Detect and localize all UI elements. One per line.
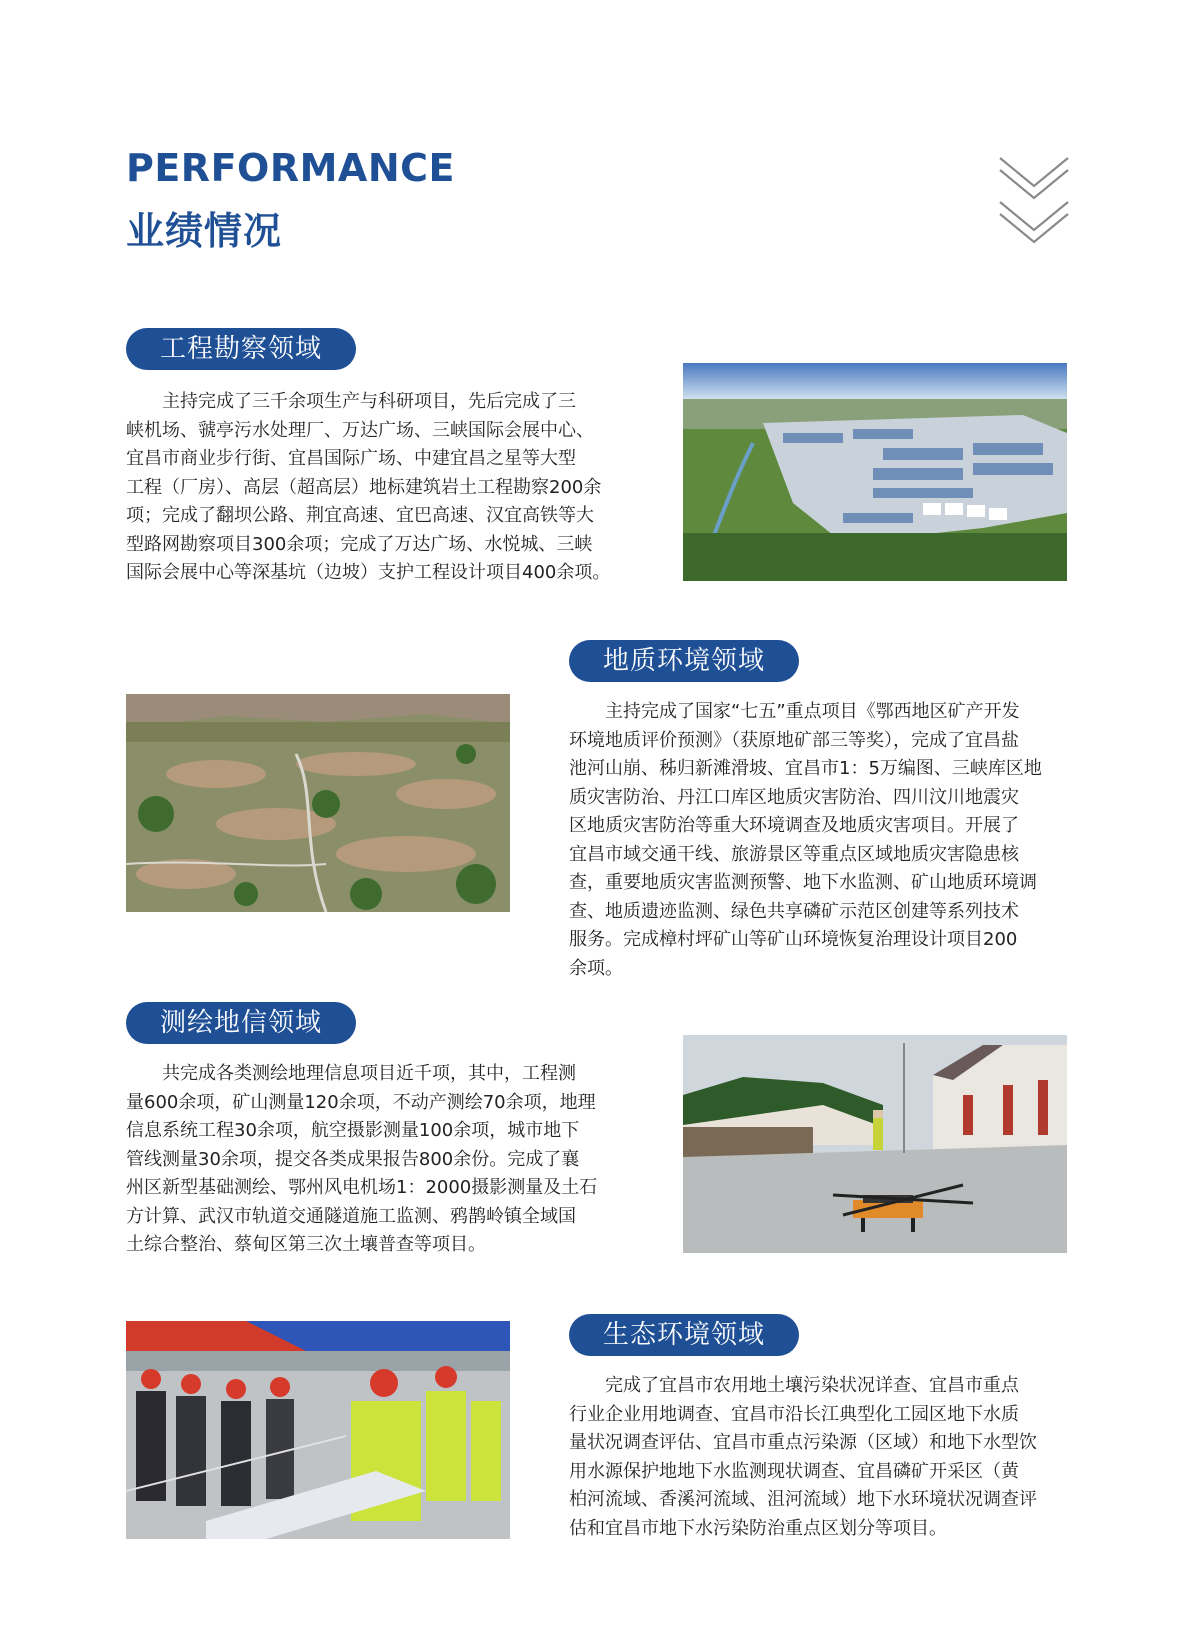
section-heading-engineering: 工程勘察领域 — [126, 328, 356, 370]
section-text-ecology: 完成了宜昌市农用地土壤污染状况详查、宜昌市重点 行业企业用地调查、宜昌市沿长江典型化工园区地下水质 量状况调查评估、宜昌市重点污染源（区域）和地下水型饮 用水源保护地地下水监测现状调查、宜昌磷矿开采区（黄 柏河流域、香溪河流域、沮河流域）地下水环境状况调查评 估和宜昌市地下水污染防治重点区划分等项目。 — [569, 1375, 1037, 1539]
section-text-surveying: 共完成各类测绘地理信息项目近千项，其中，工程测 量600余项，矿山测量120余项，不动产测绘70余项，地理 信息系统工程30余项，航空摄影测量100余项，城市地下 管线测量30余项，提交各类成果报告800余份。完成了襄 州区新型基础测绘、鄂州风电机场1：2000摄影测量及土石 方计算、武汉市轨道交通隧道施工监测、鸦鹊岭镇全域国 土综合整治、蔡甸区第三次土壤普查等项目。 — [126, 1063, 598, 1255]
page-title-en: PERFORMANCE — [126, 146, 455, 190]
page-title-cn: 业绩情况 — [126, 209, 283, 253]
field-inspection-photo — [126, 1321, 510, 1539]
section-heading-surveying: 测绘地信领域 — [126, 1002, 356, 1044]
section-heading-geology: 地质环境领域 — [569, 640, 799, 682]
aerial-terraced-mountain-photo — [126, 694, 510, 912]
section-heading-ecology: 生态环境领域 — [569, 1314, 799, 1356]
aerial-industrial-park-photo — [683, 363, 1067, 581]
section-text-engineering: 主持完成了三千余项生产与科研项目，先后完成了三 峡机场、虢亭污水处理厂、万达广场、三峡国际会展中心、 宜昌市商业步行街、宜昌国际广场、中建宜昌之星等大型 工程（厂房）、高层（超高层）地标建筑岩土工程勘察200余 项；完成了翻坝公路、荆宜高速、宜巴高速、汉宜高铁等大 型路网勘察项目300余项；完成了万达广场、水悦城、三峡 国际会展中心等深基坑（边坡）支护工程设计项目400余项。 — [126, 391, 611, 583]
drone-village-photo — [683, 1035, 1067, 1253]
double-chevron-down-icon — [998, 156, 1070, 246]
section-text-geology: 主持完成了国家“七五”重点项目《鄂西地区矿产开发 环境地质评价预测》（获原地矿部三等奖），完成了宜昌盐 池河山崩、秭归新滩滑坡、宜昌市1：5万编图、三峡库区地 质灾害防治、丹江口库区地质灾害防治、四川汶川地震灾 区地质灾害防治等重大环境调查及地质灾害项目。开展了 宜昌市域交通干线、旅游景区等重点区域地质灾害隐患核 查，重要地质灾害监测预警、地下水监测、矿山地质环境调 查、地质遗迹监测、绿色共享磷矿示范区创建等系列技术 服务。完成樟村坪矿山等矿山环境恢复治理设计项目200 余项。 — [569, 701, 1042, 979]
